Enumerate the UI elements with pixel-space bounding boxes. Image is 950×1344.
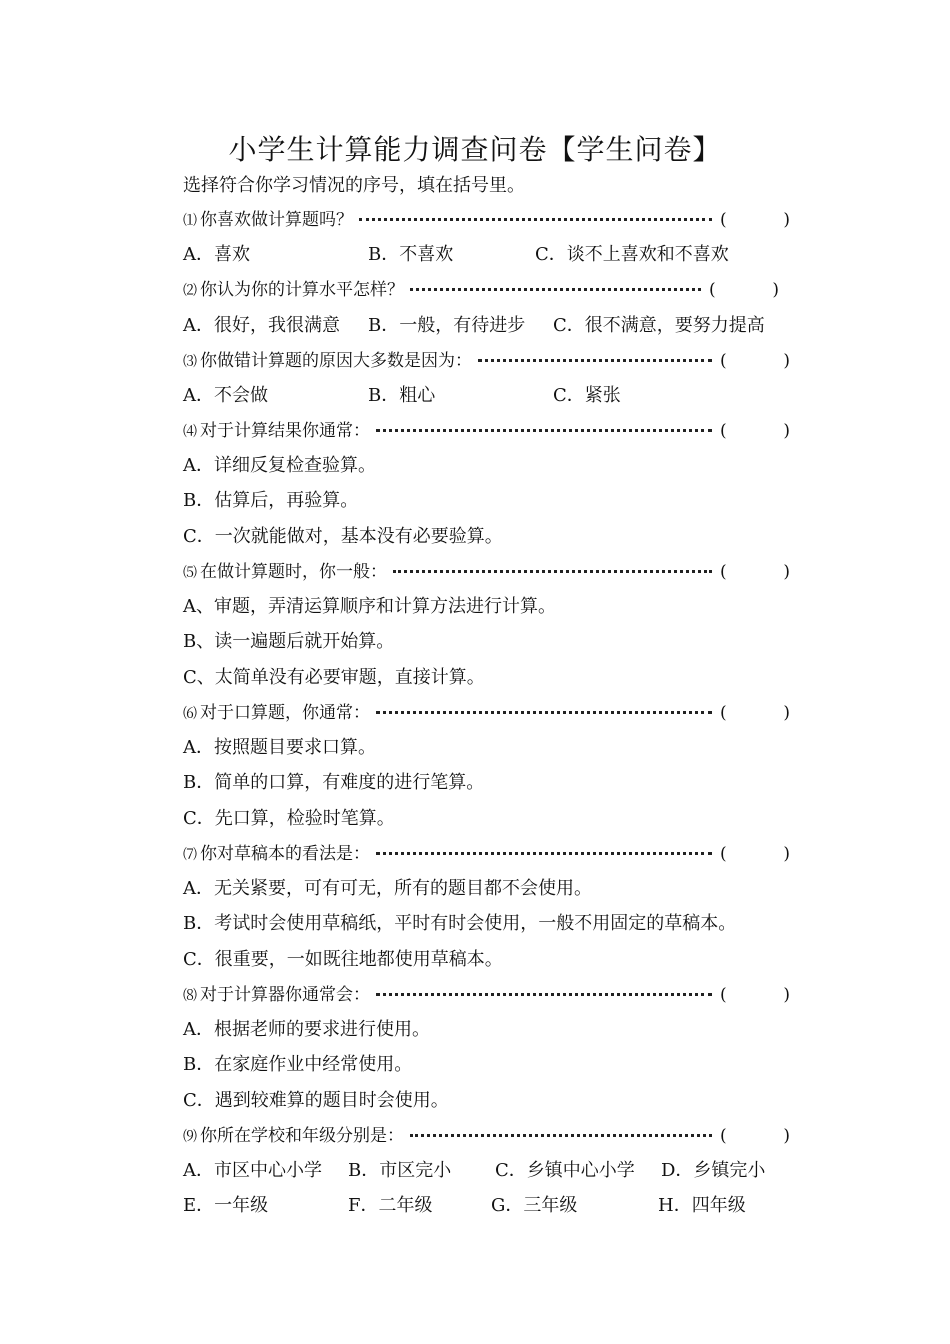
question-2: [183, 278, 779, 302]
question-text: 你认为你的计算水平怎样？: [200, 280, 404, 300]
dot-leader: [376, 846, 712, 855]
question-number: ⑶: [183, 354, 197, 370]
question-5: [183, 560, 790, 584]
question-number: ⑷: [183, 424, 197, 440]
dot-leader: [376, 705, 712, 714]
dot-leader: [376, 987, 712, 996]
question-number: ⑴: [183, 213, 197, 229]
option[interactable]: B．不喜欢: [368, 244, 454, 265]
option[interactable]: F．二年级: [348, 1195, 433, 1216]
question-text: 对于计算器你通常会：: [200, 985, 370, 1005]
question-4: [183, 419, 790, 443]
dot-leader: [393, 564, 712, 573]
question-text: 你做错计算题的原因大多数是因为：: [200, 351, 472, 371]
question-text: 对于口算题，你通常：: [200, 703, 370, 723]
question-7: [183, 842, 790, 866]
answer-blank[interactable]: ( ): [720, 703, 790, 723]
question-text: 对于计算结果你通常：: [200, 421, 370, 441]
option[interactable]: E．一年级: [183, 1195, 269, 1216]
question-8: [183, 983, 790, 1007]
option[interactable]: B．在家庭作业中经常使用。: [183, 1054, 413, 1075]
option[interactable]: B．粗心: [368, 385, 436, 406]
answer-blank[interactable]: ( ): [720, 351, 790, 371]
dot-leader: [359, 212, 712, 221]
option[interactable]: B．简单的口算，有难度的进行笔算。: [183, 772, 485, 793]
question-number: ⑺: [183, 847, 197, 863]
option[interactable]: A．不会做: [183, 385, 268, 406]
option[interactable]: A．喜欢: [183, 244, 250, 265]
option[interactable]: C．一次就能做对，基本没有必要验算。: [183, 526, 503, 547]
option[interactable]: C．很重要，一如既往地都使用草稿本。: [183, 949, 503, 970]
dot-leader: [376, 423, 712, 432]
page-title: 小学生计算能力调查问卷【学生问卷】: [228, 133, 722, 166]
option[interactable]: A．详细反复检查验算。: [183, 455, 376, 476]
question-text: 你所在学校和年级分别是：: [200, 1126, 404, 1146]
option[interactable]: C．谈不上喜欢和不喜欢: [535, 244, 729, 265]
option[interactable]: A．市区中心小学: [183, 1160, 322, 1181]
option[interactable]: G．三年级: [491, 1195, 578, 1216]
option[interactable]: C．乡镇中心小学: [495, 1160, 635, 1181]
option[interactable]: C．先口算，检验时笔算。: [183, 808, 395, 829]
option[interactable]: C．很不满意，要努力提高: [553, 315, 765, 336]
instruction-text: 选择符合你学习情况的序号，填在括号里。: [183, 175, 525, 196]
option[interactable]: A．根据老师的要求进行使用。: [183, 1019, 430, 1040]
option[interactable]: A、审题，弄清运算顺序和计算方法进行计算。: [183, 596, 556, 617]
option[interactable]: B．一般，有待进步: [368, 315, 526, 336]
option[interactable]: A．按照题目要求口算。: [183, 737, 376, 758]
question-1: [183, 208, 790, 232]
question-number: ⑵: [183, 283, 197, 299]
question-number: ⑼: [183, 1129, 197, 1145]
option[interactable]: B．市区完小: [348, 1160, 452, 1181]
question-text: 你对草稿本的看法是：: [200, 844, 370, 864]
option[interactable]: C、太简单没有必要审题，直接计算。: [183, 667, 485, 688]
option[interactable]: A．无关紧要，可有可无，所有的题目都不会使用。: [183, 878, 592, 899]
question-text: 你喜欢做计算题吗？: [200, 210, 353, 230]
answer-blank[interactable]: ( ): [720, 1126, 790, 1146]
dot-leader: [410, 1128, 712, 1137]
question-9: [183, 1124, 790, 1148]
option[interactable]: D．乡镇完小: [661, 1160, 766, 1181]
question-3: [183, 349, 790, 373]
question-text: 在做计算题时，你一般：: [200, 562, 387, 582]
option[interactable]: C．紧张: [553, 385, 621, 406]
answer-blank[interactable]: ( ): [720, 421, 790, 441]
dot-leader: [478, 353, 712, 362]
option[interactable]: C．遇到较难算的题目时会使用。: [183, 1090, 449, 1111]
question-number: ⑻: [183, 988, 197, 1004]
answer-blank[interactable]: ( ): [709, 280, 779, 300]
dot-leader: [410, 282, 701, 291]
question-6: [183, 701, 790, 725]
option[interactable]: B．估算后，再验算。: [183, 490, 359, 511]
question-number: ⑸: [183, 565, 197, 581]
question-number: ⑹: [183, 706, 197, 722]
option[interactable]: A．很好，我很满意: [183, 315, 340, 336]
option[interactable]: B、读一遍题后就开始算。: [183, 631, 395, 652]
answer-blank[interactable]: ( ): [720, 844, 790, 864]
answer-blank[interactable]: ( ): [720, 562, 790, 582]
answer-blank[interactable]: ( ): [720, 210, 790, 230]
option[interactable]: H．四年级: [658, 1195, 746, 1216]
answer-blank[interactable]: ( ): [720, 985, 790, 1005]
option[interactable]: B．考试时会使用草稿纸，平时有时会使用，一般不用固定的草稿本。: [183, 913, 737, 934]
